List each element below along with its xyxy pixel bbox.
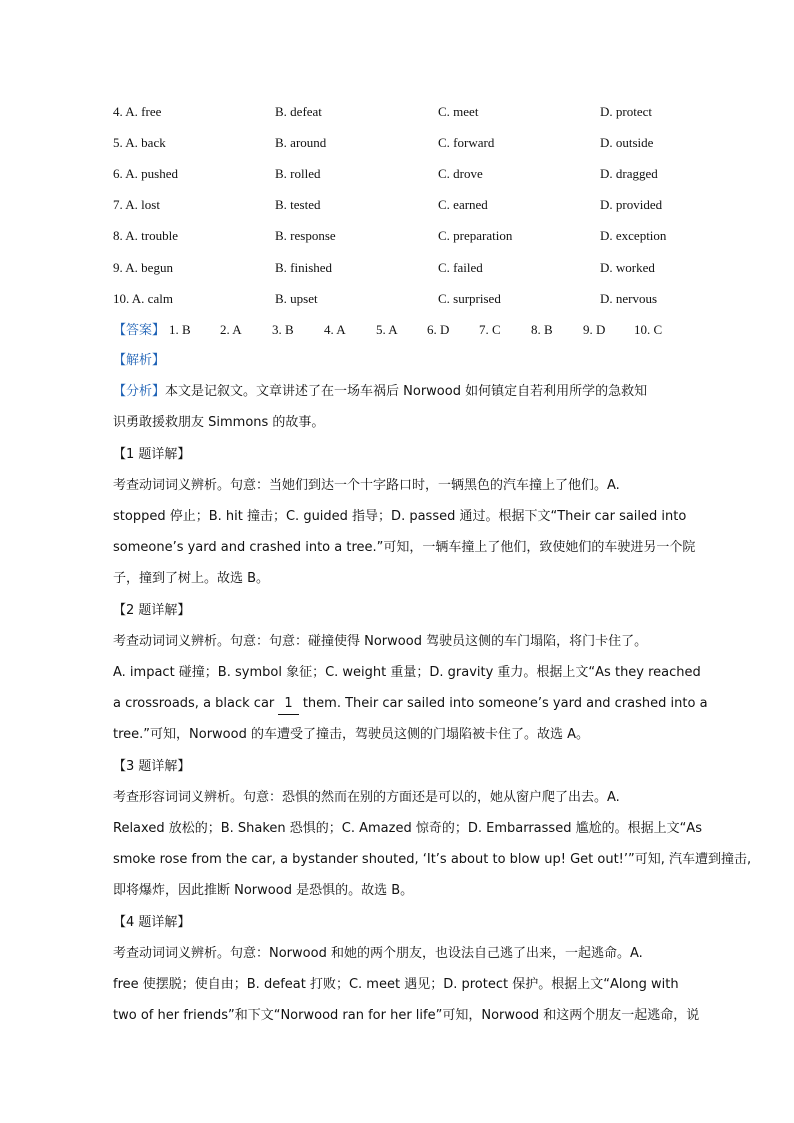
q2-heading: 【2 题详解】 [113, 603, 191, 618]
option-d: D. protect [600, 104, 652, 119]
q3-line: 即将爆炸，因此推断 Norwood 是恐惧的。故选 B。 [113, 883, 414, 898]
option-c: C. preparation [438, 228, 513, 243]
option-d: D. nervous [600, 291, 658, 306]
option-c: C. earned [438, 197, 488, 212]
answer-item: 7. C [479, 322, 501, 337]
answer-item: 1. B [169, 322, 191, 337]
option-a: 7. A. lost [113, 197, 160, 212]
answer-item: 6. D [427, 322, 450, 337]
q4-line: 考查动词词义辨析。句意：Norwood 和她的两个朋友，也设法自己逃了出来，一起逃命。A. [113, 946, 643, 961]
q1-line: 考查动词词义辨析。句意：当她们到达一个十字路口时，一辆黑色的汽车撞上了他们。A. [113, 478, 620, 493]
option-d: D. outside [600, 135, 654, 150]
q3-line: Relaxed 放松的；B. Shaken 恐惧的；C. Amazed 惊奇的；D. Embarrassed 尴尬的。根据上文“As [113, 821, 702, 836]
q2-line: A. impact 碰撞；B. symbol 象征；C. weight 重量；D. gravity 重力。根据上文“As they reached [113, 665, 701, 680]
q3-heading: 【3 题详解】 [113, 759, 191, 774]
analysis-label: 【分析】 [113, 384, 166, 399]
q3-line: smoke rose from the car, a bystander shouted, ‘It’s about to blow up! Get out!’”可知, 汽车遭到撞击, [113, 852, 752, 867]
q4-line: two of her friends”和下文“Norwood ran for her life”可知，Norwood 和这两个朋友一起逃命，说 [113, 1008, 700, 1023]
option-d: D. provided [600, 197, 663, 212]
option-a: 4. A. free [113, 104, 162, 119]
answer-item: 3. B [272, 322, 294, 337]
option-a: 9. A. begun [113, 260, 173, 275]
q4-line: free 使摆脱；使自由；B. defeat 打败；C. meet 遇见；D. protect 保护。根据上文“Along with [113, 977, 679, 992]
option-a: 6. A. pushed [113, 166, 179, 181]
answer-item: 9. D [583, 322, 606, 337]
option-d: D. dragged [600, 166, 658, 181]
option-b: B. tested [275, 197, 321, 212]
analysis-heading: 【解析】 [113, 353, 166, 368]
option-d: D. exception [600, 228, 667, 243]
answer-label: 【答案】 [113, 322, 166, 337]
answer-item: 10. C [634, 322, 663, 337]
q1-heading: 【1 题详解】 [113, 447, 191, 462]
answer-item: 2. A [220, 322, 242, 337]
answer-item: 4. A [324, 322, 346, 337]
q2-line: 考查动词词义辨析。句意：句意：碰撞使得 Norwood 驾驶员这侧的车门塌陷，将门卡住了。 [113, 634, 648, 649]
q1-line: someone’s yard and crashed into a tree.”可知，一辆车撞上了他们，致使她们的车驶进另一个院 [113, 540, 696, 555]
q4-heading: 【4 题详解】 [113, 915, 191, 930]
option-b: B. rolled [275, 166, 321, 181]
option-a: 5. A. back [113, 135, 166, 150]
option-b: B. defeat [275, 104, 322, 119]
q3-line: 考查形容词词义辨析。句意：恐惧的然而在别的方面还是可以的，她从窗户爬了出去。A. [113, 790, 620, 805]
option-b: B. response [275, 228, 336, 243]
option-b: B. around [275, 135, 327, 150]
analysis-line: 识勇敢援救朋友 Simmons 的故事。 [113, 415, 325, 430]
option-c: C. forward [438, 135, 495, 150]
option-d: D. worked [600, 260, 655, 275]
q2-line: tree.”可知，Norwood 的车遭受了撞击，驾驶员这侧的门塌陷被卡住了。故选 A。 [113, 727, 589, 742]
q2-line: a crossroads, a black car 1 them. Their car sailed into someone’s yard and crashed into a [113, 694, 683, 714]
blank-number: 1 [278, 694, 298, 715]
option-c: C. surprised [438, 291, 501, 306]
answer-item: 8. B [531, 322, 553, 337]
q1-line: stopped 停止；B. hit 撞击；C. guided 指导；D. passed 通过。根据下文“Their car sailed into [113, 509, 687, 524]
option-c: C. drove [438, 166, 483, 181]
q1-line: 子，撞到了树上。故选 B。 [113, 571, 270, 586]
option-a: 10. A. calm [113, 291, 173, 306]
option-a: 8. A. trouble [113, 228, 178, 243]
analysis-line: 【分析】本文是记叙文。文章讲述了在一场车祸后 Norwood 如何镇定自若利用所学的急救知 [113, 384, 648, 399]
option-c: C. meet [438, 104, 479, 119]
option-c: C. failed [438, 260, 483, 275]
option-b: B. upset [275, 291, 318, 306]
option-b: B. finished [275, 260, 333, 275]
answer-item: 5. A [376, 322, 398, 337]
